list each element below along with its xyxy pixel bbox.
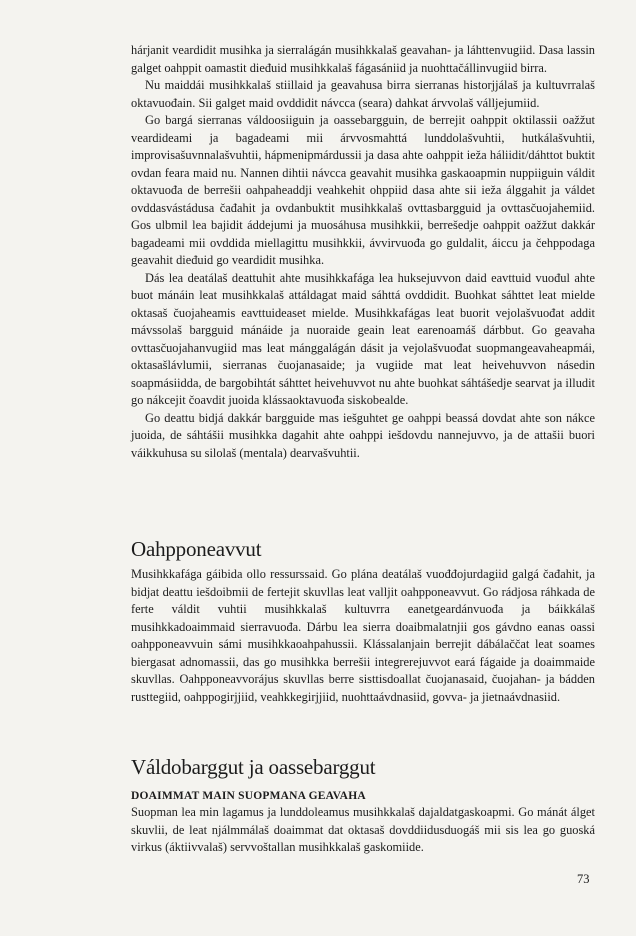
paragraph: Musihkkafága gáibida ollo ressurssaid. Go plána deatálaš vuođđojurdagiid galgá čađahit, ja bidjat deattu iešdoibmii de fertejit skuvllas leat valljit oahpponeavvut. Go rádjosa ráhkada de ferte váldit vuhtii musihkkalaš kultuvrra eanetgeardánvuođa ja báikkálaš musihkkadoaimmaid sierravuođa. Dárbu lea sierra doaibmalatnjii gos gávdno eanas oassi oahpponeavvuin sámi musihkkaoahpahussii. Klássalanjain berrejit dábálaččat leat soames biergasat adnomassii, das go musihkka berrešii integrerejuvvot eará fágaide ja doaimmaide skuvllas. Oahpponeavvorájus skuvllas berre sisttisdoallat čuojanasaid, čuojahan- ja bádden rusttegiid, oahppogirjjiid, veahkkegirjjiid, nuohttaávdnasiid, govva- ja jietnaávdnasiid. [131,567,595,704]
paragraph: Go deattu bidjá dakkár bargguide mas iešguhtet ge oahppi beassá dovdat ahte son nákce juoida, de sáhtášii musihkka dagahit ahte oahppi iešdovdu nannejuvvo, ja de attašii buori váikkuhusa su silolaš (mentala) dearvašvuhtii. [131,410,595,460]
paragraph: Nu maiddái musihkkalaš stiillaid ja geavahusa birra sierranas historjjálaš ja kultuvrralaš oktavuođain. Sii galget maid ovddidit návcca (seara) dahkat árvvolaš válljejumiid. [131,78,595,110]
subsection-heading: DOAIMMAT MAIN SUOPMANA GEAVAHA [131,790,366,802]
section-body-valdobarggut [131,804,595,857]
section-body-oahpponeavvut [131,566,595,706]
paragraph: Go bargá sierranas váldoosiiguin ja oassebargguin, de berrejit oahppit oktilassii oažžut veardideami ja bagadeami mii árvvosmahttá lunddolašvuhtii, hutkálašvuhtii, improvisašuvnnalašvuhtii, hápmenipmárdussii ja dasa ahte oahppit ieža háliidit/dáhttot buktit ovdan feara maid nu. Nannen dihtii návcca geavahit musihka gaskaoapmin nuppiiguin váldit oktavuođa de berrešii oahpaheaddji veahkehit ohppiid dasa ahte sii ieža álggahit ja váldet ovddasvástádusa čađahit ja ovdanbuktit musihkkalaš ovttasbargguid ja ovttasčuojahemiid. Gos ulbmil lea bajidit áddejumi ja muosáhusa musihkkii, berrešedje oahppit oažžut dakkár bagadeami mii ovddida miellagittu musihkkii, ávvirvuođa go guldalit, áiccu ja čehppodaga geavahit dieđuid go veardidit musihka. [131,113,595,267]
intro-text-block [131,42,595,462]
section-heading-oahpponeavvut: Oahpponeavvut [131,537,262,561]
paragraph: hárjanit veardidit musihka ja sierralágán musihkkalaš geavahan- ja láhttenvugiid. Dasa lassin galget oahppit oamastit dieđuid musihkkalaš fágasániid ja nuohttačállinvugiid birra. [131,43,595,75]
section-heading-valdobarggut: Váldobarggut ja oassebarggut [131,755,376,779]
page-number: 73 [577,872,590,886]
paragraph: Suopman lea min lagamus ja lunddoleamus musihkkalaš dajaldatgaskoapmi. Go mánát álget skuvlii, de leat njálmmálaš doaimmat dat oktasaš dovddiidusduogáš mii sis lea go guoská virkus (áktiivvalaš) servvoštallan musihkkalaš gaskomiide. [131,805,595,854]
paragraph: Dás lea deatálaš deattuhit ahte musihkkafága lea huksejuvvon daid eavttuid vuođul ahte buot mánáin leat musihkkalaš attáldagat maid sáhttá ovddidit. Buohkat sáhttet leat mielde oktasaš čuojaheamis eavttuideaset mielde. Musihkkafágas leat buorit vejolašvuođat addit mávssolaš bargguid mánáide ja nuoraide geain leat earenoamáš dárbbut. Go geavaha ovttasčuojahanvugiid mas leat mánggalágán dásit ja vejolašvuođat suopmangeavaheapmái, oktasašlávlumii, sierranas čuojanasaide; ja vugiide mat leat heivehuvvon násedin soapmásiidda, de bargobihtát sáhttet heivehuvvot nu ahte buohkat sáhtášedje searvat ja illudit go nákcejit čoavdit juoida klássaoktavuođa siskobealde. [131,270,595,407]
